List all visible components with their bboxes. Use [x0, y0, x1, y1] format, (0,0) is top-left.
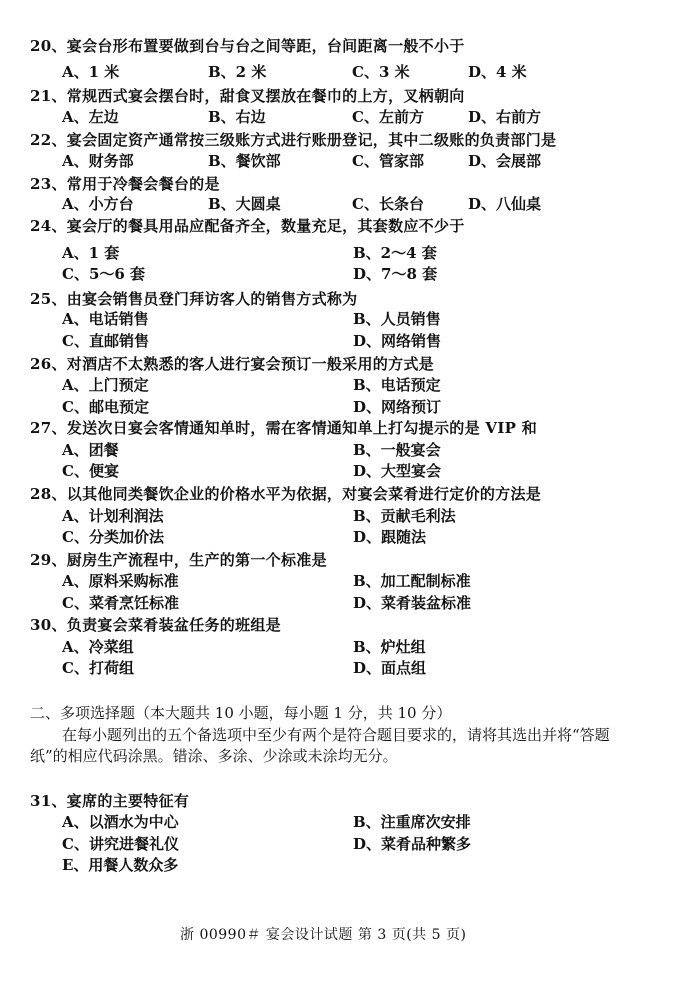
option-b: B、餐饮部: [208, 152, 281, 170]
option-a: A、1 米: [62, 63, 120, 81]
option-b: B、贡献毛利法: [353, 507, 456, 525]
option-c: C、5～6 套: [62, 265, 146, 283]
option-a: A、团餐: [62, 441, 119, 459]
option-a: A、左边: [62, 108, 119, 126]
option-c: C、邮电预定: [62, 398, 149, 416]
question-stem: 20、宴会台形布置要做到台与台之间等距，台间距离一般不小于: [30, 37, 465, 55]
option-c: C、讲究进餐礼仪: [62, 835, 179, 853]
option-b: B、电话预定: [353, 376, 441, 394]
option-a: A、1 套: [62, 244, 120, 262]
question-stem: 30、负责宴会菜肴装盆任务的班组是: [30, 616, 281, 634]
option-a: A、小方台: [62, 195, 134, 213]
option-d: D、网络销售: [353, 332, 442, 350]
option-b: B、人员销售: [353, 310, 441, 328]
option-b: B、注重席次安排: [353, 813, 471, 831]
option-c: C、便宴: [62, 462, 119, 480]
page-footer: 浙 00990＃ 宴会设计试题 第 3 页(共 5 页): [180, 927, 467, 943]
option-a: A、冷菜组: [62, 638, 134, 656]
option-c: C、管家部: [352, 152, 424, 170]
option-c: C、分类加价法: [62, 528, 164, 546]
option-b: B、大圆桌: [208, 195, 281, 213]
question-stem: 23、常用于冷餐会餐台的是: [30, 175, 220, 193]
section-heading: 二、多项选择题（本大题共 10 小题，每小题 1 分，共 10 分）: [30, 704, 452, 722]
option-a: A、计划利润法: [62, 507, 164, 525]
option-a: A、财务部: [62, 152, 134, 170]
option-d: D、4 米: [468, 63, 527, 81]
option-a: A、原料采购标准: [62, 572, 179, 590]
option-c: C、左前方: [352, 108, 424, 126]
option-d: D、右前方: [468, 108, 542, 126]
option-c: C、直邮销售: [62, 332, 149, 350]
section-instruction-line1: 在每小题列出的五个备选项中至少有两个是符合题目要求的，请将其选出并将“答题: [62, 726, 610, 744]
option-c: C、菜肴烹饪标准: [62, 594, 179, 612]
option-d: D、大型宴会: [353, 462, 442, 480]
section-instruction-line2: 纸”的相应代码涂黑。错涂、多涂、少涂或未涂均无分。: [30, 747, 398, 765]
option-b: B、炉灶组: [353, 638, 426, 656]
question-stem: 22、宴会固定资产通常按三级账方式进行账册登记，其中二级账的负责部门是: [30, 131, 557, 149]
option-b: B、2～4 套: [353, 244, 437, 262]
option-b: B、右边: [208, 108, 266, 126]
option-d: D、面点组: [353, 659, 427, 677]
question-stem: 28、以其他同类餐饮企业的价格水平为依据，对宴会菜肴进行定价的方法是: [30, 485, 542, 503]
option-d: D、会展部: [468, 152, 542, 170]
question-stem: 29、厨房生产流程中，生产的第一个标准是: [30, 551, 327, 569]
option-d: D、菜肴装盆标准: [353, 594, 472, 612]
question-stem: 27、发送次日宴会客情通知单时，需在客情通知单上打勾提示的是 VIP 和: [30, 419, 538, 437]
option-c: C、打荷组: [62, 659, 134, 677]
question-stem: 25、由宴会销售员登门拜访客人的销售方式称为: [30, 290, 358, 308]
option-c: C、长条台: [352, 195, 424, 213]
option-d: D、菜肴品种繁多: [353, 835, 472, 853]
question-stem: 31、宴席的主要特征有: [30, 792, 190, 810]
option-b: B、一般宴会: [353, 441, 441, 459]
option-d: D、跟随法: [353, 528, 427, 546]
option-a: A、以酒水为中心: [62, 813, 179, 831]
question-stem: 24、宴会厅的餐具用品应配备齐全，数量充足，其套数应不少于: [30, 217, 465, 235]
option-d: D、八仙桌: [468, 195, 542, 213]
option-a: A、上门预定: [62, 376, 149, 394]
question-stem: 26、对酒店不太熟悉的客人进行宴会预订一般采用的方式是: [30, 355, 434, 373]
option-d: D、7～8 套: [353, 265, 438, 283]
option-e: E、用餐人数众多: [62, 856, 179, 874]
option-c: C、3 米: [352, 63, 410, 81]
option-a: A、电话销售: [62, 310, 149, 328]
option-b: B、加工配制标准: [353, 572, 471, 590]
question-stem: 21、常规西式宴会摆台时，甜食叉摆放在餐巾的上方，叉柄朝向: [30, 87, 465, 105]
option-b: B、2 米: [208, 63, 267, 81]
option-d: D、网络预订: [353, 398, 442, 416]
